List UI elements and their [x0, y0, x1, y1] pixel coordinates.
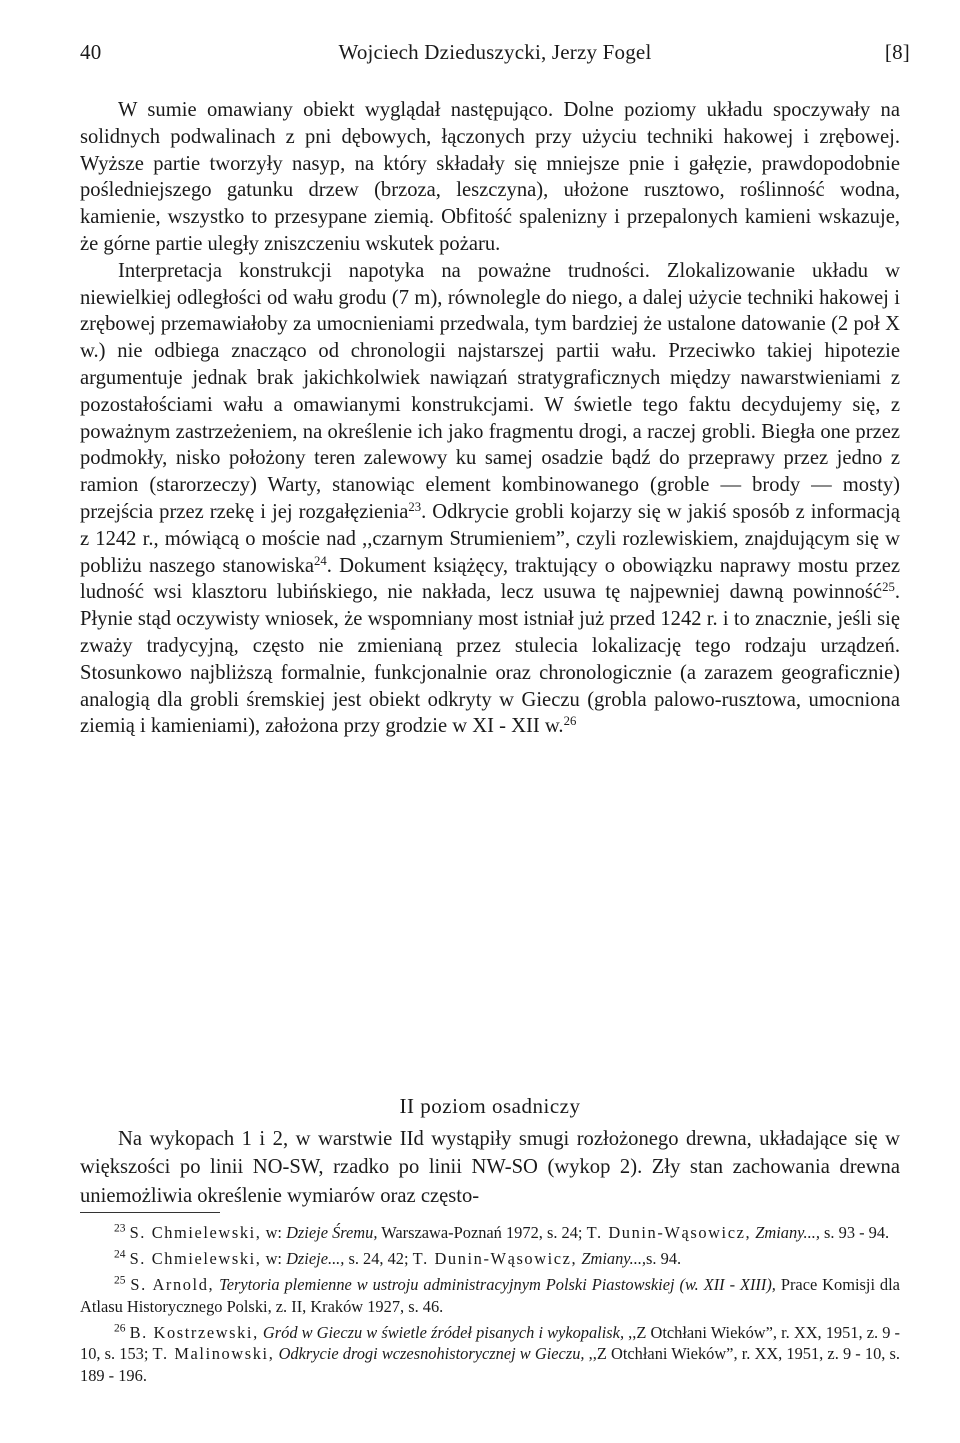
footnotes	[80, 1222, 900, 1391]
running-head-authors: Wojciech Dzieduszycki, Jerzy Fogel	[338, 40, 652, 64]
footnote-author: S. Chmielewski,	[129, 1249, 262, 1268]
paragraph-summary: W sumie omawiany obiekt wyglądał następująco. Dolne poziomy układu spoczywały na solidnych podwalinach z pni dębowych, łączonych przy użyciu techniki hakowej i zrębowej. Wyższe partie tworzyły nasyp, na który składały się mniejsze pnie i gałęzie, prawdopodobnie pośledniejszego gatunku drzew (brzoza, leszczyna), ułożone rusztowo, roślinność wodna, kamienie, wszystko to przesypane ziemią. Obfitość spalenizny i przepalonych kamieni wskazuje, że górne partie uległy zniszczeniu wskutek pożaru.	[80, 99, 900, 255]
paragraph-level-two: Na wykopach 1 i 2, w warstwie IId wystąpiły smugi rozłożonego drewna, układające się w większości po linii NO-SW, rzadko po linii NW-SO (wykop 2). Zły stan zachowania drewna uniemożliwia określenie wymiarów oraz często-	[80, 1128, 900, 1207]
footnote	[80, 1222, 900, 1244]
main-text	[80, 97, 900, 740]
footnote-title: Zmiany...,	[755, 1223, 820, 1242]
footnote-text: w:	[261, 1223, 287, 1242]
footnote-number: 25	[114, 1274, 126, 1287]
footnote-author: T. Malinowski,	[152, 1344, 275, 1363]
running-header	[80, 40, 910, 70]
text-run: . Dokument książęcy, traktujący o obowiązku naprawy mostu przez ludność wsi klasztoru lubińskiego, nie nakłada, lecz usuwa tę najpewniej dawną powinność	[80, 554, 900, 604]
footnote-text: s. 94.	[646, 1249, 682, 1268]
footnote-text: s. 24, 42;	[344, 1249, 413, 1268]
footnote-author: S. Arnold,	[130, 1275, 215, 1294]
footnote-title: Zmiany...,	[581, 1249, 647, 1268]
footnote-title: Odkrycie drogi wczesnohistorycznej w Gieczu,	[278, 1344, 585, 1363]
footnote-author: S. Chmielewski,	[129, 1223, 262, 1242]
footnote-author: T. Dunin-Wąsowicz,	[412, 1249, 578, 1268]
footnote-ref[interactable]: 23	[408, 499, 422, 514]
footnote-text: ,,Z Otchłani Wieków”, r. XX, 1951, z. 9 - 10, s. 189 - 196.	[80, 1344, 900, 1385]
footnote-text: Prace Komisji dla Atlasu Historycznego Polski, z. II, Kraków 1927, s. 46.	[80, 1275, 900, 1316]
footnote-ref[interactable]: 25	[882, 580, 895, 595]
footnote-title: Dzieje Śremu,	[286, 1223, 378, 1242]
text-run: Interpretacja konstrukcji napotyka na poważne trudności. Zlokalizowanie układu w niewielkiej odległości od wału grodu (7 m), równolegle do niego, a dalej użycie techniki hakowej i zrębowej przemawiałoby za umocnieniami przedwala, tym bardziej że ustalone datowanie (2 poł X w.) nie odbiega znacząco od chronologii najstarszej partii wału. Przeciwko takiej hipotezie argumentuje jednak brak jakichkolwiek nawiązań stratygraficznych między nawarstwieniami z pozostałościami wału a omawianymi konstrukcjami. W świetle tego faktu decydujemy się, z poważnym zastrzeżeniem, na określenie ich jako fragmentu drogi, a raczej grobli. Biegła one przez podmokły, nisko położony teren zalewowy ku samej osadzie bądź do przeprawy przez jedno z ramion (starorzeczy) Warty, stanowiąc element kombinowanego (groble — brody — mosty) przejścia przez rzekę i jej rozgałęzienia	[80, 259, 900, 523]
footnote-text: ,,Z Otchłani Wieków”, r. XX, 1951, z. 9 - 10, s. 153;	[80, 1322, 900, 1363]
text-run: . Odkrycie grobli kojarzy się w jakiś sposób z informacją z 1242 r., mówiącą o moście nad ,,czarnym Strumieniem”, czyli rozlewiskiem, znajdującym się w pobliżu naszego stanowiska	[80, 500, 900, 577]
footnote	[80, 1322, 900, 1387]
text-run: . Płynie stąd oczywisty wniosek, że wspomniany most istniał już przed 1242 r. i to znacznie, jeśli się zważy tradycyjną, często nie zmienianą przez stulecia lokalizację tego rodzaju urządzeń. Stosunkowo najbliższą formalnie, funkcjonalnie oraz chronologicznie (a zarazem geograficznie) analogią dla grobli śremskiej jest obiekt odkryty w Gieczu (grobla palowo-rusztowa, umocniona ziemią i kamieniami), założona przy grodzie w XI - XII w.	[80, 581, 900, 738]
section-marker: [8]	[884, 40, 910, 64]
footnote-divider	[80, 1212, 220, 1213]
footnote	[80, 1274, 900, 1317]
section-heading: II poziom osadniczy	[399, 1094, 581, 1118]
paragraph-interpretation	[80, 258, 900, 740]
footnote-text: Warszawa-Poznań 1972, s. 24;	[377, 1223, 587, 1242]
footnote	[80, 1248, 900, 1270]
footnote-number: 23	[114, 1222, 126, 1235]
footnote-number: 26	[114, 1322, 126, 1335]
main-text-continued	[80, 1125, 900, 1210]
footnote-title: Terytoria plemienne w ustroju administracyjnym Polski Piastowskiej (w. XII - XIII),	[219, 1275, 776, 1294]
page-number: 40	[80, 40, 102, 64]
footnote-text: s. 93 - 94.	[819, 1223, 890, 1242]
footnote-number: 24	[114, 1248, 126, 1261]
footnote-title: Dzieje...,	[286, 1249, 345, 1268]
footnote-author: B. Kostrzewski,	[129, 1322, 259, 1342]
footnote-title: Gród w Gieczu w świetle źródeł pisanych i wykopalisk,	[262, 1322, 625, 1342]
footnote-ref[interactable]: 26	[563, 714, 577, 729]
footnote-author: T. Dunin-Wąsowicz,	[586, 1223, 752, 1242]
footnote-ref[interactable]: 24	[314, 553, 327, 568]
footnote-text: w:	[261, 1249, 287, 1268]
